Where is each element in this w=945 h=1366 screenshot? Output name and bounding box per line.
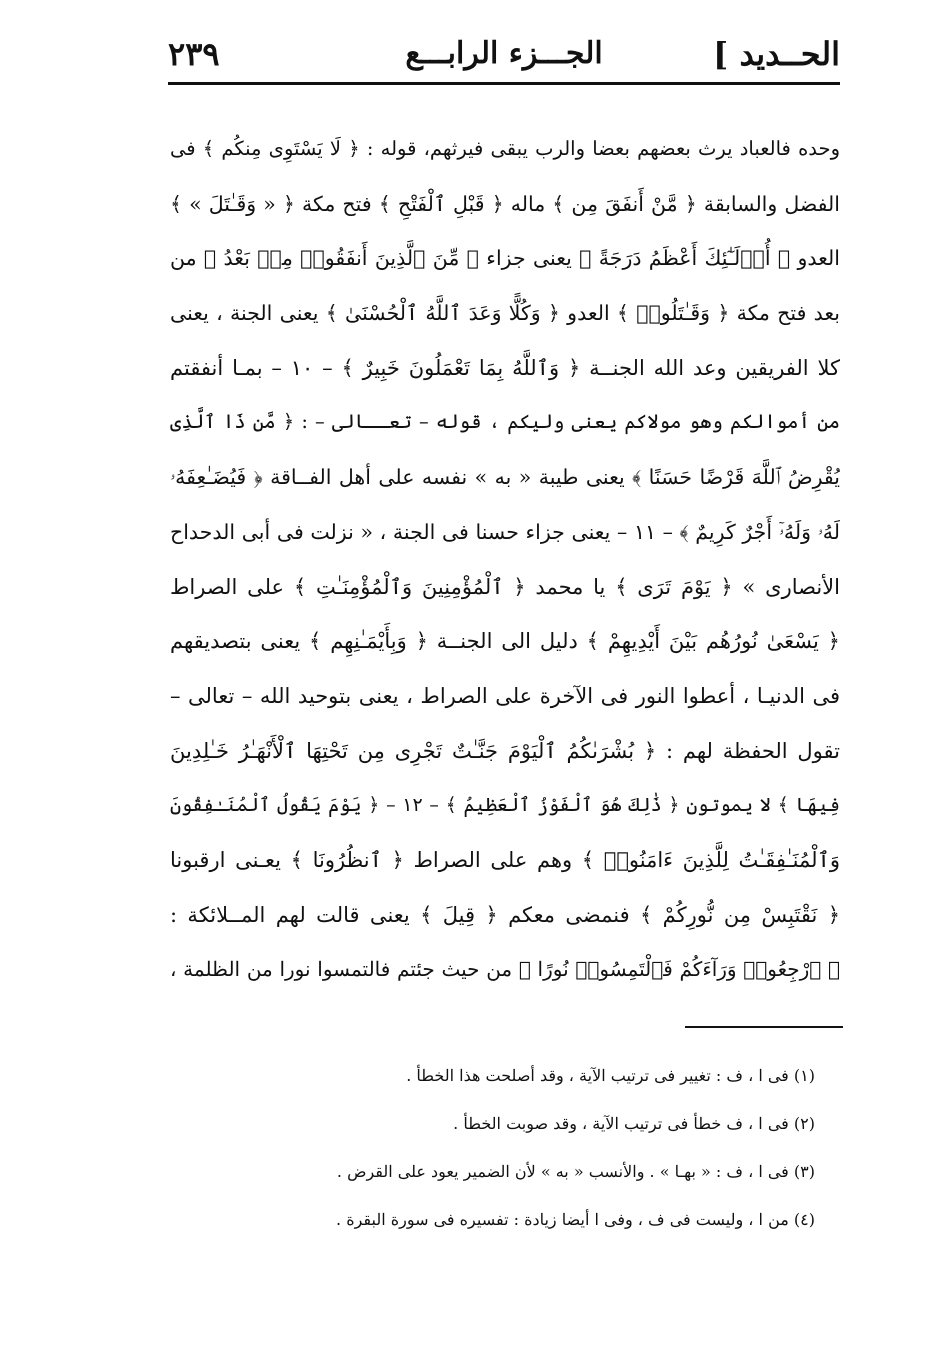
text-line: الأنصارى » ﴿ يَوْمَ تَرَى ﴾ يا محمد ﴿ ٱلْمُؤْمِنِينَ وَٱلْمُؤْمِنَـٰتِ ﴾ على الصراط xyxy=(170,574,840,599)
surah-title: الحــديد ] xyxy=(713,35,840,73)
text-line: ﴿ ٱرْجِعُوا۟ وَرَآءَكُمْ فَٱلْتَمِسُوا۟ نُورًا ﴾ من حيث جئتم فالتمسوا نورا من الظلمة ، xyxy=(170,957,840,982)
footnote: (٢) فى ا ، ف خطأ فى ترتيب الآية ، وقد صوبت الخطأ . xyxy=(453,1114,815,1133)
text-line: فِيهَا ﴾ لا يموتون ﴿ ذَٰلِكَ هُوَ ٱلْفَوْزُ ٱلْعَظِيمُ ﴾ – ١٢ – ﴿ يَوْمَ يَقُولُ ٱلْمُنَـٰفِقُونَ xyxy=(170,794,840,817)
text-line: ﴿ يَسْعَىٰ نُورُهُم بَيْنَ أَيْدِيهِمْ ﴾ دليل الى الجنــة ﴿ وَبِأَيْمَـٰنِهِم ﴾ يعنى بتصديقهم xyxy=(170,629,840,654)
text-line: فى الدنيـا ، أعطوا النور فى الآخرة على الصراط ، يعنى بتوحيد الله – تعالى – xyxy=(170,683,840,708)
footnote: (٤) من ا ، وليست فى ف ، وفى ا أيضا زيادة : تفسيره فى سورة البقرة . xyxy=(336,1210,815,1229)
text-line: وَٱلْمُنَـٰفِقَـٰتُ لِلَّذِينَ ءَامَنُوا۟ ﴾ وهم على الصراط ﴿ ٱنظُرُونَا ﴾ يعـنى ارقبونا xyxy=(170,847,840,872)
text-line: كلا الفريقين وعد الله الجنــة ﴿ وَٱللَّهُ بِمَا تَعْمَلُونَ خَبِيرٌ ﴾ – ١٠ – بمـا أنفقتم xyxy=(170,355,840,380)
text-line: يُقْرِضُ ٱللَّهَ قَرْضًا حَسَنًا ﴾ يعنى طيبة « به » نفسه على أهل الفــاقة ﴿ فَيُضَـٰعِفَهُۥ xyxy=(170,465,840,490)
page-header xyxy=(168,30,840,80)
text-line: تقول الحفظة لهم : ﴿ بُشْرَىٰكُمُ ٱلْيَوْمَ جَنَّـٰتٌ تَجْرِى مِن تَحْتِهَا ٱلْأَنْهَـٰرُ خَـٰلِدِينَ xyxy=(170,738,840,763)
text-line: لَهُۥ وَلَهُۥٓ أَجْرٌ كَرِيمٌ ﴾ – ١١ – يعنى جزاء حسنا فى الجنة ، « نزلت فى أبى الدحداح xyxy=(170,519,840,544)
header-divider xyxy=(168,82,840,85)
footnote: (١) فى ا ، ف : تغيير فى ترتيب الآية ، وقد أصلحت هذا الخطأ . xyxy=(406,1066,815,1085)
text-line: وحده فالعباد يرث بعضهم بعضا والرب يبقى فيرثهم، قوله : ﴿ لَا يَسْتَوِى مِنكُم ﴾ فى xyxy=(170,137,840,160)
page-number: ٢٣٩ xyxy=(168,35,220,73)
footnote: (٣) فى ا ، ف : « بهـا » . والأنسب « به » لأن الضمير يعود على القرض . xyxy=(336,1162,815,1181)
juz-title: الجـــزء الرابـــع xyxy=(405,36,603,71)
footnotes xyxy=(250,1052,815,1244)
footnote-divider xyxy=(685,1026,843,1028)
text-line: بعد فتح مكة ﴿ وَقَـٰتَلُوا۟ ﴾ العدو ﴿ وَكُلًّا وَعَدَ ٱللَّهُ ٱلْحُسْنَىٰ ﴾ يعنى الجنة ، يعنى xyxy=(170,301,840,326)
text-line: الفضل والسابقة ﴿ مَّنْ أَنفَقَ مِن ﴾ ماله ﴿ قَبْلِ ٱلْفَتْحِ ﴾ فتح مكة ﴿ « وَقَـٰتَلَ » ﴾ xyxy=(170,191,840,216)
text-line: العدو ﴿ أُو۟لَـٰٓئِكَ أَعْظَمُ دَرَجَةً ﴾ يعنى جزاء ﴿ مِّنَ ٱلَّذِينَ أَنفَقُوا۟ مِنۢ بَعْدُ ﴾ من xyxy=(170,246,840,271)
text-line: من أموالكم وهو مولاكم يعنى وليكم ، قوله – تعــالى – : ﴿ مَّن ذَا ٱلَّذِى xyxy=(170,410,840,434)
main-text xyxy=(170,122,840,997)
text-line: ﴿ نَقْتَبِسْ مِن نُّورِكُمْ ﴾ فنمضى معكم ﴿ قِيلَ ﴾ يعنى قالت لهم المــلائكة : xyxy=(170,902,840,927)
